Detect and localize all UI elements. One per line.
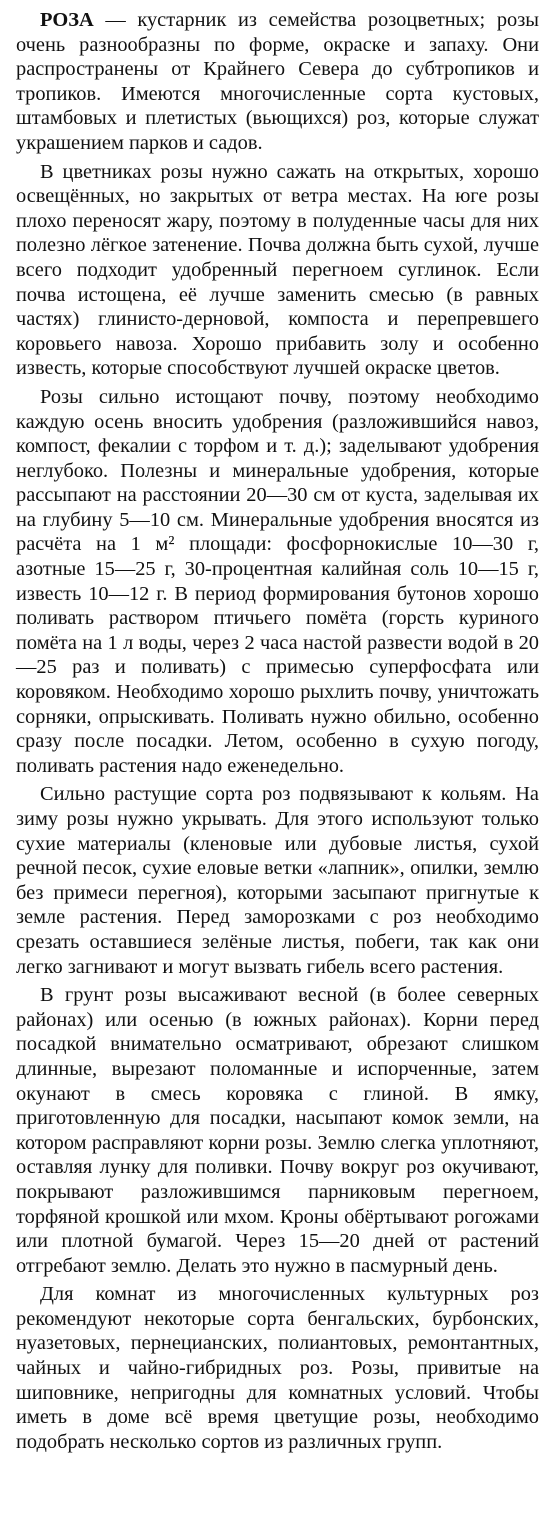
paragraph-intro — [16, 8, 539, 156]
paragraph-winter-cover: Сильно растущие сорта роз подвязывают к кольям. На зиму розы нужно укрывать. Для этого используют только сухие материалы (кленовые или дубовые листья, сухой речной песок, сухие еловые ветки «лапник», опилки, землю без примеси перегноя), которыми засыпают пригнутые к земле растения. Перед заморозками с роз необходимо срезать оставшиеся зелёные листья, побеги, так как они легко загнивают и могут вызвать гибель всего растения. — [16, 783, 539, 978]
paragraph-transplanting: В грунт розы высаживают весной (в более северных районах) или осенью (в южных районах). Корни перед посадкой внимательно осматривают, обрезают слишком длинные, вырезают поломанные и испорченные, затем окунают в смесь коровяка с глиной. В ямку, приготовленную для посадки, насыпают комок земли, на котором расправляют корни розы. Землю слегка уплотняют, оставляя лунку для поливки. Почву вокруг роз окучивают, покрывают разложившимся парниковым перегноем, торфяной крошкой или мхом. Кроны обёртывают рогожами или плотной бумагой. Через 15—20 дней от растений отгребают землю. Делать это нужно в пасмурный день. — [16, 984, 539, 1277]
paragraph-planting-site: В цветниках розы нужно сажать на открытых, хорошо освещённых, но закрытых от ветра местах. На юге розы плохо переносят жару, поэтому в полуденные часы для них полезно лёгкое затенение. Почва должна быть сухой, лучше всего подходит удобренный перегноем суглинок. Если почва истощена, её лучше заменить смесью (в равных частях) глинисто-дерновой, компоста и перепревшего коровьего навоза. Хорошо прибавить золу и особенно известь, которые способствуют лучшей окраске цветов. — [16, 160, 539, 380]
paragraph-fertilizing: Розы сильно истощают почву, поэтому необходимо каждую осень вносить удобрения (разложившийся навоз, компост, фекалии с торфом и т. д.); заделывают удобрения неглубоко. Полезны и минеральные удобрения, которые рассыпают на расстоянии 20—30 см от куста, заделывая их на глубину 5—10 см. Минеральные удобрения вносятся из расчёта на 1 м² площади: фосфорнокислые 10—30 г, азотные 15—25 г, 30-процентная калийная соль 10—15 г, известь 10—12 г. В период формирования бутонов хорошо поливать раствором птичьего помёта (горсть куриного помёта на 1 л воды, через 2 часа настой развести водой в 20—25 раз и поливать) с примесью суперфосфата или коровяком. Необходимо хорошо рыхлить почву, уничтожать сорняки, опрыскивать. Поливать нужно обильно, особенно сразу после посадки. Летом, особенно в сухую погоду, поливать растения надо еженедельно. — [16, 385, 539, 777]
article-term: РОЗА — [40, 9, 94, 31]
paragraph-text: — кустарник из семейства розоцветных; розы очень разнообразны по форме, окраске и запаху. Они распространены от Крайнего Севера до субтропиков и тропиков. Имеются многочисленные сорта кустовых, штамбовых и плетистых (вьющихся) роз, которые служат украшением парков и садов. — [16, 9, 539, 154]
paragraph-indoor-roses: Для комнат из многочисленных культурных роз рекомендуют некоторые сорта бенгальских, бурбонских, нуазетовых, пернецианских, полиантовых, ремонтантных, чайных и чайно-гибридных роз. Розы, привитые на шиповнике, непригодны для комнатных условий. Чтобы иметь в доме всё время цветущие розы, необходимо подобрать несколько сортов из различных групп. — [16, 1283, 539, 1453]
